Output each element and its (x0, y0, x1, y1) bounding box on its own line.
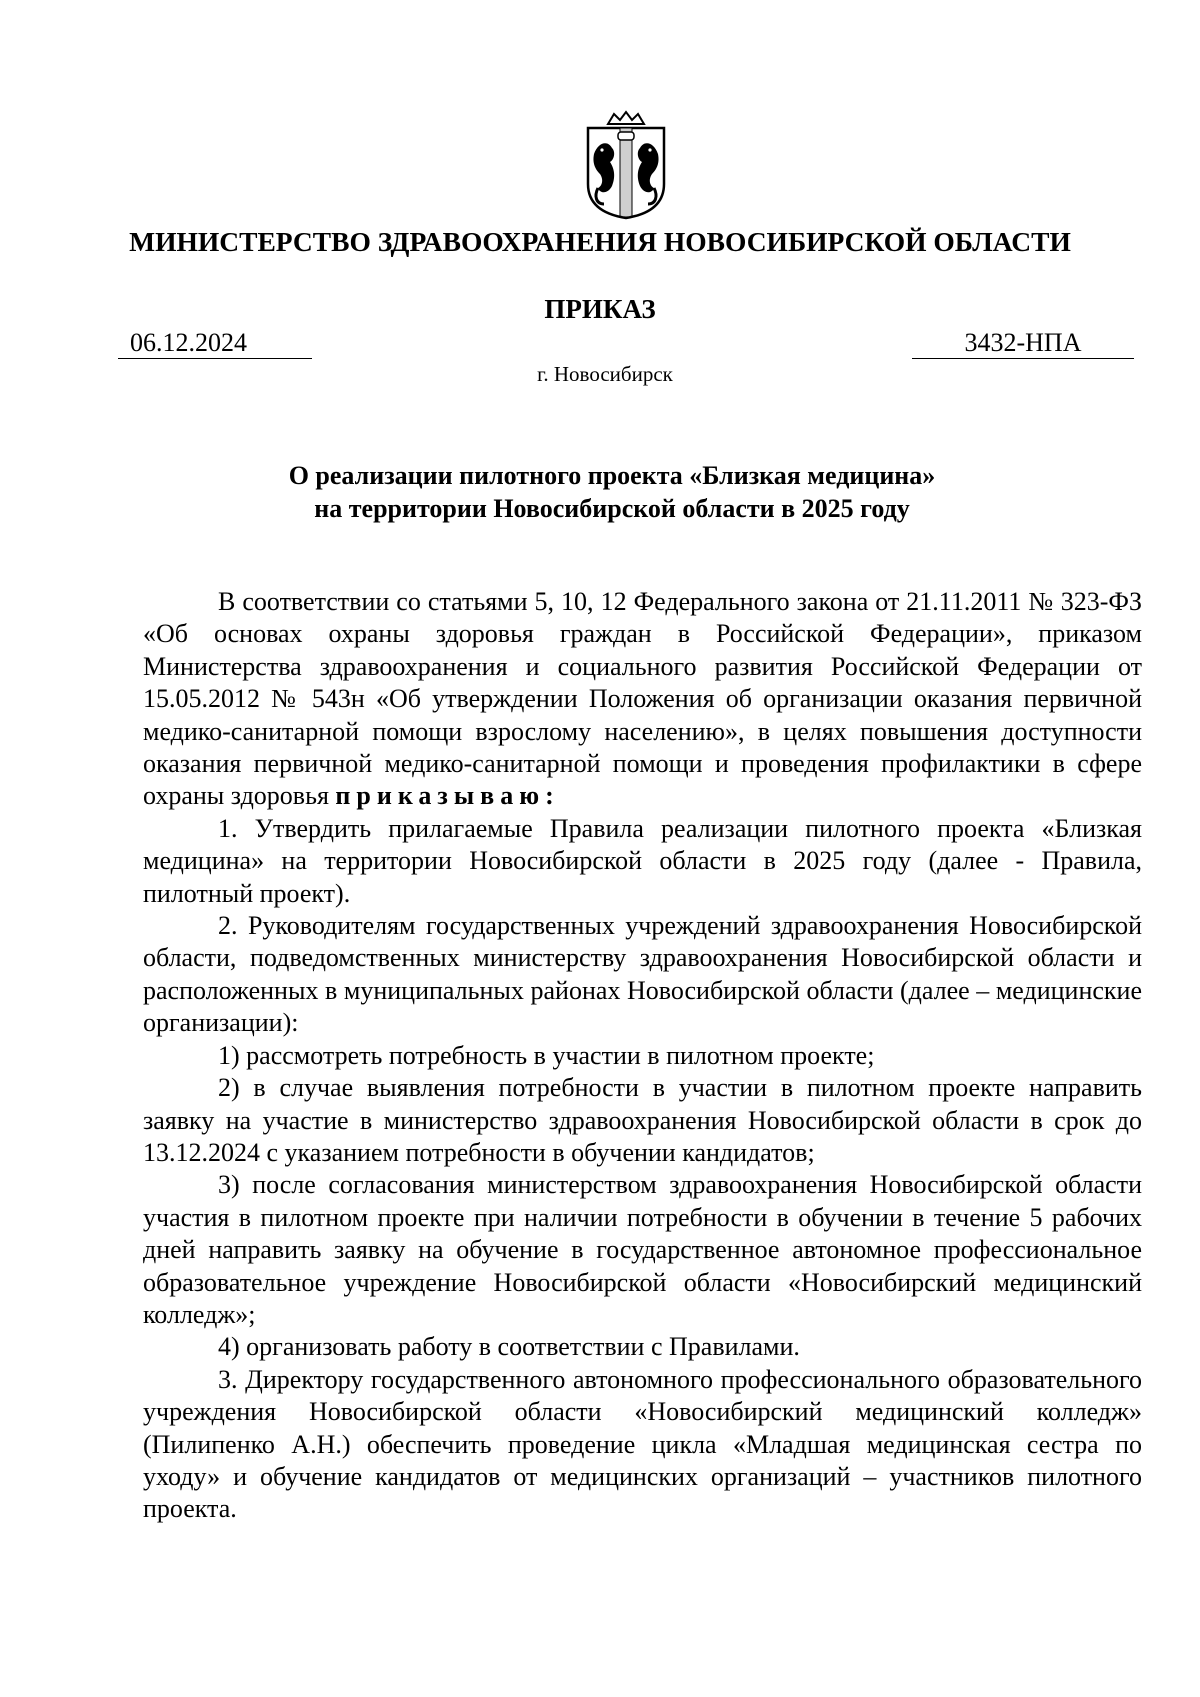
paragraph-2-item-4: 4) организовать работу в соответствии с Правилами. (218, 1332, 800, 1362)
paragraph-3: 3. Директору государственного автономного профессионального образовательного учреждения Новосибирской области «Новосибирский медицинский колледж» (Пилипенко А.Н.) обеспечить проведение цикла «Младшая медицинская сестра по уходу» и обучение кандидатов от медицинских организаций – участников пилотного проекта. (143, 1364, 1142, 1524)
paragraph-1: 1. Утвердить прилагаемые Правила реализации пилотного проекта «Близкая медицина» на территории Новосибирской области в 2025 году (далее - Правила, пилотный проект). (143, 813, 1142, 908)
paragraph-2-item-2: 2) в случае выявления потребности в участии в пилотном проекте направить заявку на участие в министерство здравоохранения Новосибирской области в срок до 13.12.2024 с указанием потребности в обучении кандидатов; (143, 1073, 1142, 1167)
novosibirsk-coat-of-arms-icon (578, 110, 674, 222)
city: г. Новосибирск (537, 362, 673, 386)
order-colon: : (545, 781, 554, 811)
preamble-paragraph (143, 586, 1142, 813)
title-line-2: на территории Новосибирской области в 2025 году (314, 494, 910, 523)
paragraph-2-item-1: 1) рассмотреть потребность в участии в пилотном проекте; (218, 1040, 875, 1070)
ministry-name: МИНИСТЕРСТВО ЗДРАВООХРАНЕНИЯ НОВОСИБИРСКОЙ ОБЛАСТИ (129, 226, 1071, 257)
paragraph-2: 2. Руководителям государственных учреждений здравоохранения Новосибирской области, подведомственных министерству здравоохранения Новосибирской области и расположенных в муниципальных районах Новосибирской области (далее – медицинские организации): (143, 911, 1142, 1038)
title-line-1: О реализации пилотного проекта «Близкая медицина» (288, 461, 936, 490)
document-body (143, 586, 1142, 1526)
document-title (0, 459, 1200, 525)
document-number: 3432-НПА (912, 328, 1134, 359)
document-type: ПРИКАЗ (544, 294, 656, 324)
paragraph-2-item-3: 3) после согласования министерством здравоохранения Новосибирской области участия в пилотном проекте при наличии потребности в обучении в течение 5 рабочих дней направить заявку на обучение в государственное автономное профессиональное образовательное учреждение Новосибирской области «Новосибирский медицинский колледж»; (143, 1170, 1142, 1329)
preamble-text: В соответствии со статьями 5, 10, 12 Федерального закона от 21.11.2011 № 323-ФЗ «Об основах охраны здоровья граждан в Российской Федерации», приказом Министерства здравоохранения и социального развития Российской Федерации от 15.05.2012 № 543н «Об утверждении Положения об организации оказания первичной медико-санитарной помощи взрослому населению», в целях повышения доступности оказания первичной медико-санитарной помощи и проведения профилактики в сфере охраны здоровья (143, 587, 1142, 811)
order-word: приказываю (335, 781, 546, 811)
document-date: 06.12.2024 (118, 328, 312, 359)
